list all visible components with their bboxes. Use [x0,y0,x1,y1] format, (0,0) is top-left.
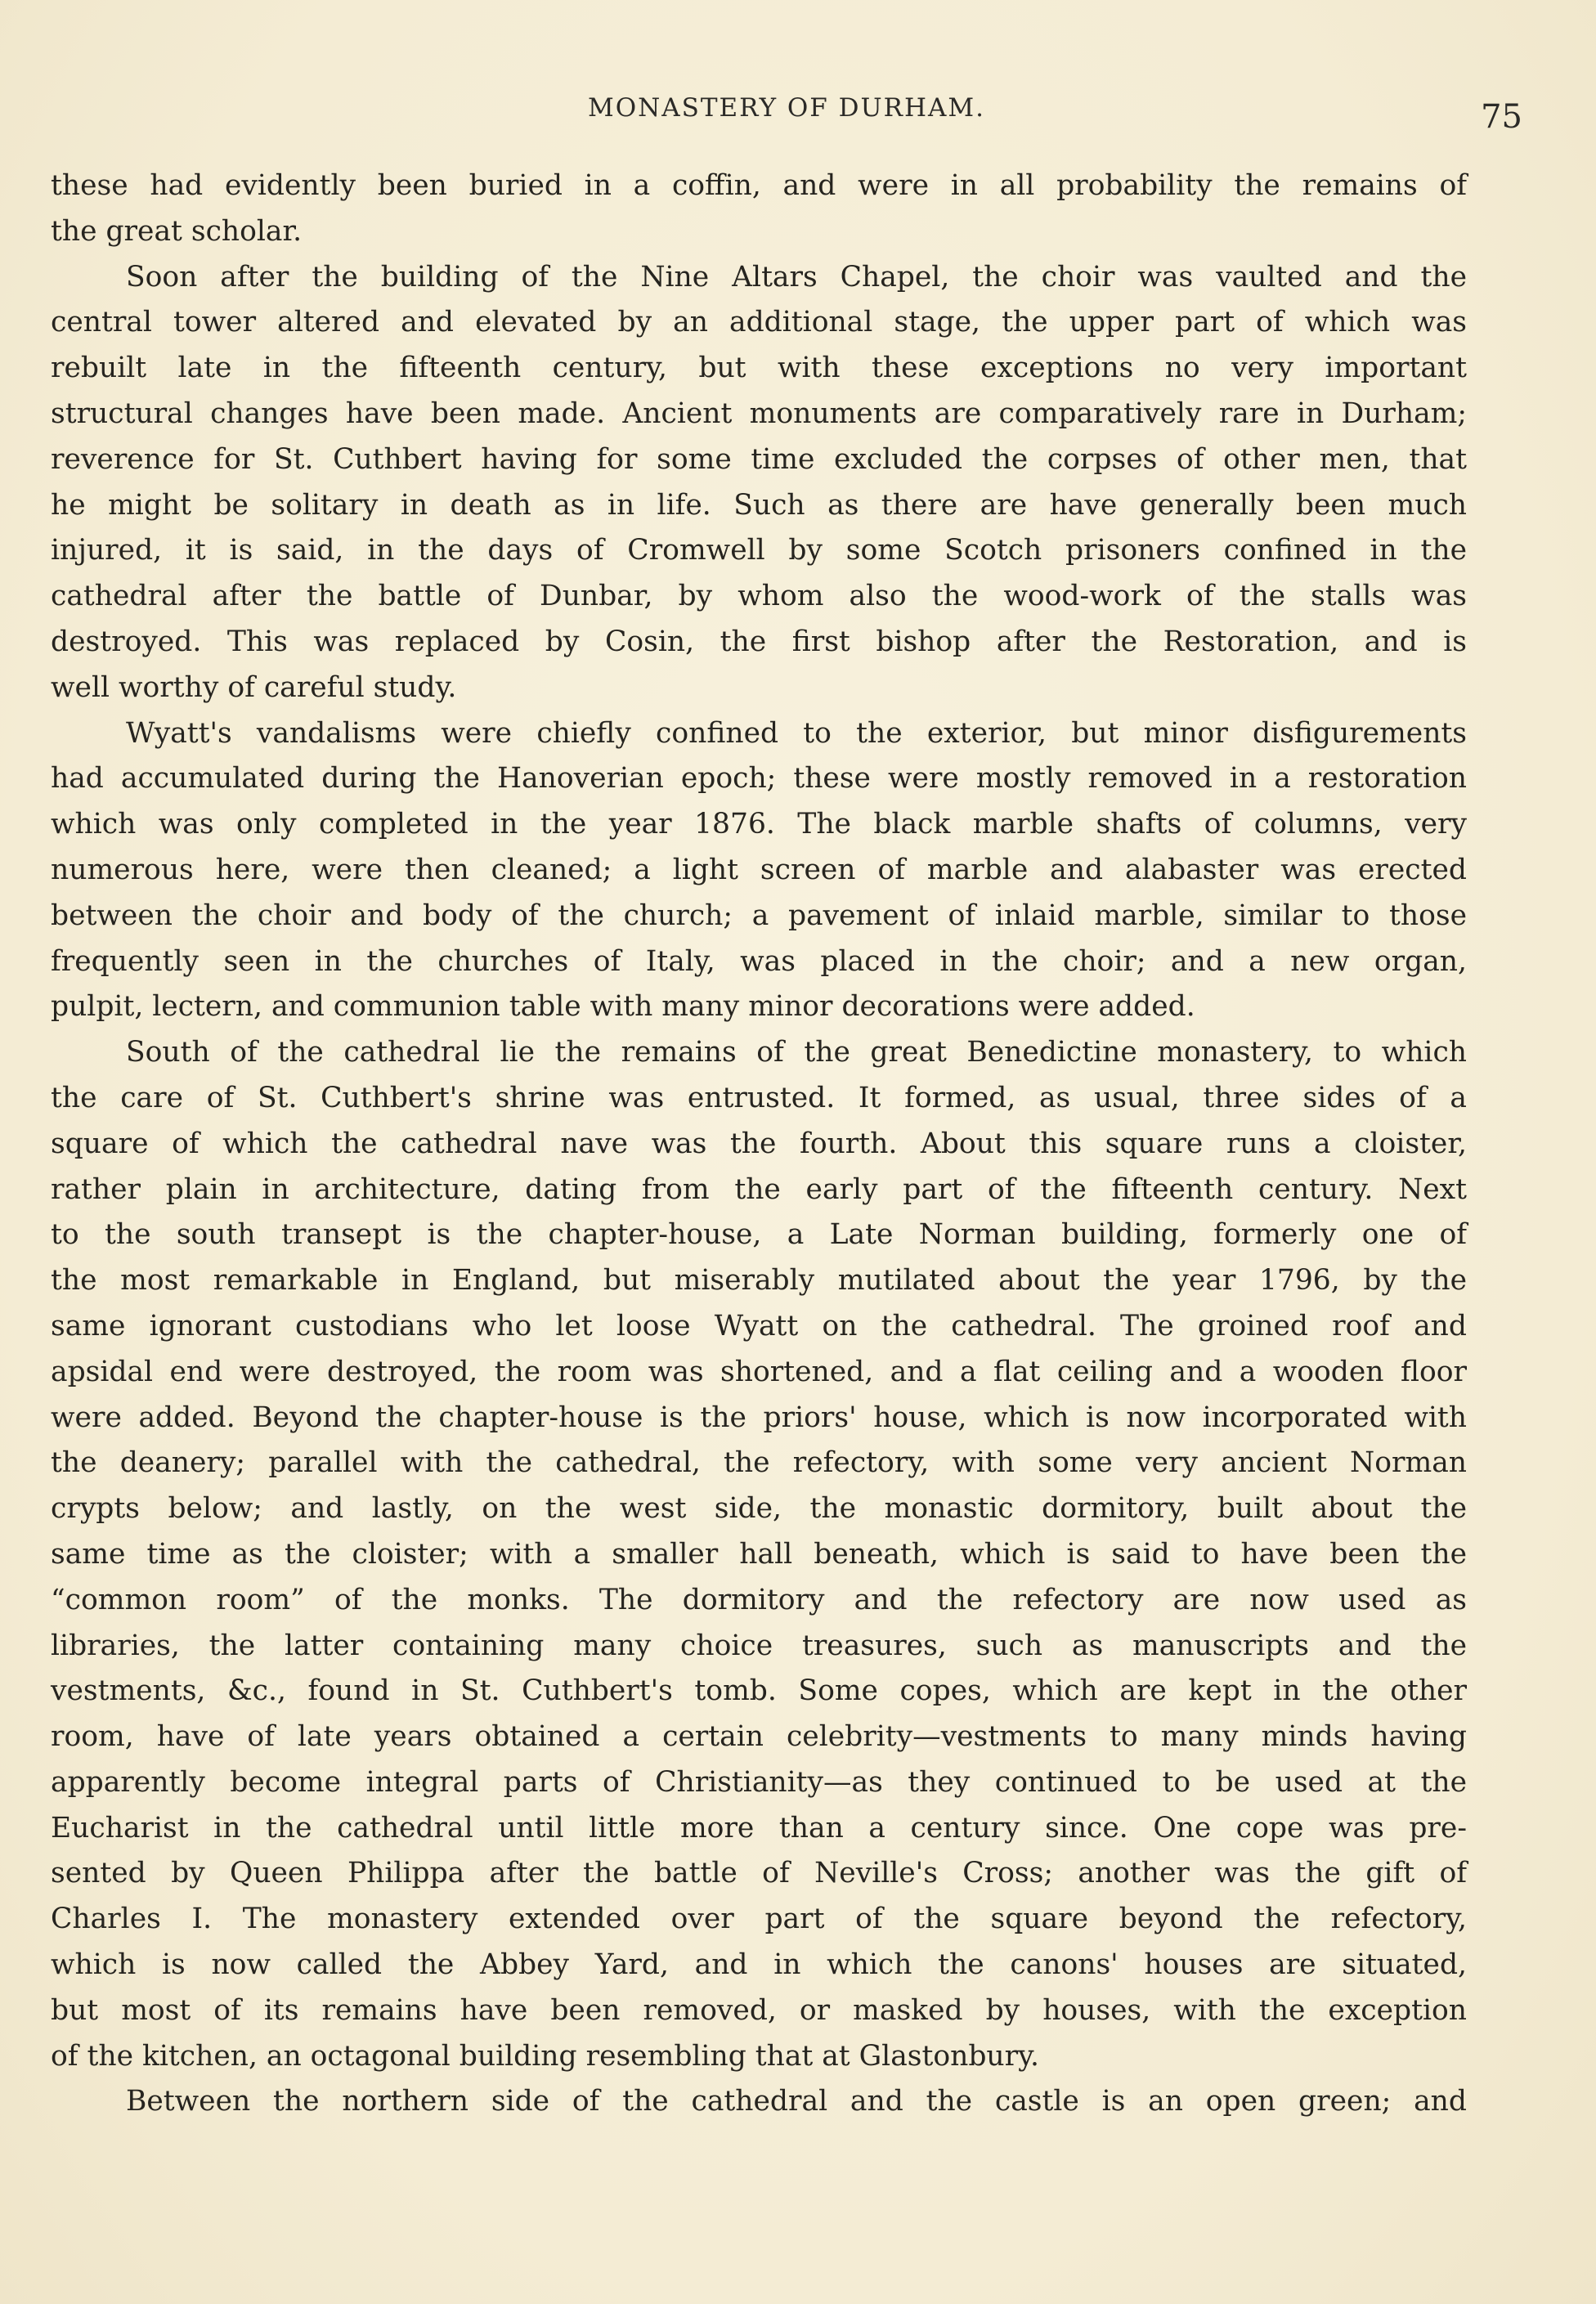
text-line: crypts below; and lastly, on the west side, the monastic dormitory, built about the [51,1492,1467,1526]
text-line: the great scholar. [51,214,303,248]
text-line: which is now called the Abbey Yard, and in which the canons' houses are situated, [51,1948,1467,1982]
running-head [51,88,1522,137]
text-line: Between the northern side of the cathedral and the castle is an open green; and [126,2085,1467,2118]
paragraph [51,2079,1467,2125]
text-line: “common room” of the monks. The dormitory and the refectory are now used as [51,1583,1467,1616]
paragraph [51,1030,1467,2079]
text-line: libraries, the latter containing many choice treasures, such as manuscripts and the [51,1629,1467,1662]
text-line: pulpit, lectern, and communion table with many minor decorations were added. [51,990,1195,1024]
text-line: the most remarkable in England, but miserably mutilated about the year 1796, by the [51,1264,1467,1298]
text-line: Eucharist in the cathedral until little more than a century since. One cope was pre- [51,1811,1467,1845]
text-line: had accumulated during the Hanoverian epoch; these were mostly removed in a restoration [51,762,1467,796]
text-line: well worthy of careful study. [51,670,457,704]
text-line: apsidal end were destroyed, the room was shortened, and a flat ceiling and a wooden floor [51,1355,1467,1388]
text-line: sented by Queen Philippa after the battle of Neville's Cross; another was the gift of [51,1857,1467,1890]
text-line: but most of its remains have been removed, or masked by houses, with the exception [51,1993,1467,2027]
text-line: Wyatt's vandalisms were chiefly confined to the exterior, but minor disfigurements [126,716,1467,750]
paragraph [51,164,1467,255]
running-head-title: MONASTERY OF DURHAM. [587,93,986,123]
text-line: South of the cathedral lie the remains of the great Benedictine monastery, to which [126,1036,1467,1069]
text-line: square of which the cathedral nave was the fourth. About this square runs a cloister, [51,1127,1467,1160]
body-text [51,164,1467,2125]
text-line: of the kitchen, an octagonal building resembling that at Glastonbury. [51,2039,1040,2073]
text-line: destroyed. This was replaced by Cosin, the first bishop after the Restoration, and is [51,625,1467,658]
text-line: numerous here, were then cleaned; a light screen of marble and alabaster was erected [51,853,1467,886]
text-line: same ignorant custodians who let loose Wyatt on the cathedral. The groined roof and [51,1309,1467,1343]
text-line: vestments, &c., found in St. Cuthbert's tomb. Some copes, which are kept in the other [51,1674,1467,1708]
text-line: he might be solitary in death as in life. Such as there are have generally been much [51,488,1467,522]
paragraph [51,255,1467,711]
text-line: reverence for St. Cuthbert having for some time excluded the corpses of other men, that [51,442,1467,476]
text-line: frequently seen in the churches of Italy, was placed in the choir; and a new organ, [51,944,1467,978]
text-line: between the choir and body of the church; a pavement of inlaid marble, similar to those [51,899,1467,932]
text-line: the care of St. Cuthbert's shrine was entrusted. It formed, as usual, three sides of a [51,1081,1467,1114]
page-number: 75 [1481,98,1522,136]
text-line: the deanery; parallel with the cathedral, the refectory, with some very ancient Norman [51,1446,1467,1480]
text-line: were added. Beyond the chapter-house is the priors' house, which is now incorporated with [51,1401,1467,1434]
text-line: which was only completed in the year 1876. The black marble shafts of columns, very [51,808,1467,841]
text-line: apparently become integral parts of Christianity—as they continued to be used at the [51,1765,1467,1799]
text-line: Charles I. The monastery extended over part of the square beyond the refectory, [51,1903,1467,1936]
text-line: injured, it is said, in the days of Cromwell by some Scotch prisoners confined in the [51,534,1467,567]
text-line: cathedral after the battle of Dunbar, by whom also the wood-work of the stalls was [51,580,1467,613]
text-line: structural changes have been made. Ancient monuments are comparatively rare in Durham; [51,397,1467,430]
text-line: Soon after the building of the Nine Altars Chapel, the choir was vaulted and the [126,260,1467,294]
text-line: these had evidently been buried in a coffin, and were in all probability the remains of [51,169,1467,202]
text-line: rebuilt late in the fifteenth century, but with these exceptions no very important [51,352,1467,385]
text-line: same time as the cloister; with a smaller hall beneath, which is said to have been the [51,1537,1467,1571]
text-line: rather plain in architecture, dating from the early part of the fifteenth century. Next [51,1172,1467,1206]
text-line: central tower altered and elevated by an additional stage, the upper part of which was [51,306,1467,339]
paragraph [51,711,1467,1031]
text-line: room, have of late years obtained a certain celebrity—vestments to many minds having [51,1720,1467,1754]
text-line: to the south transept is the chapter-house, a Late Norman building, formerly one of [51,1218,1467,1252]
